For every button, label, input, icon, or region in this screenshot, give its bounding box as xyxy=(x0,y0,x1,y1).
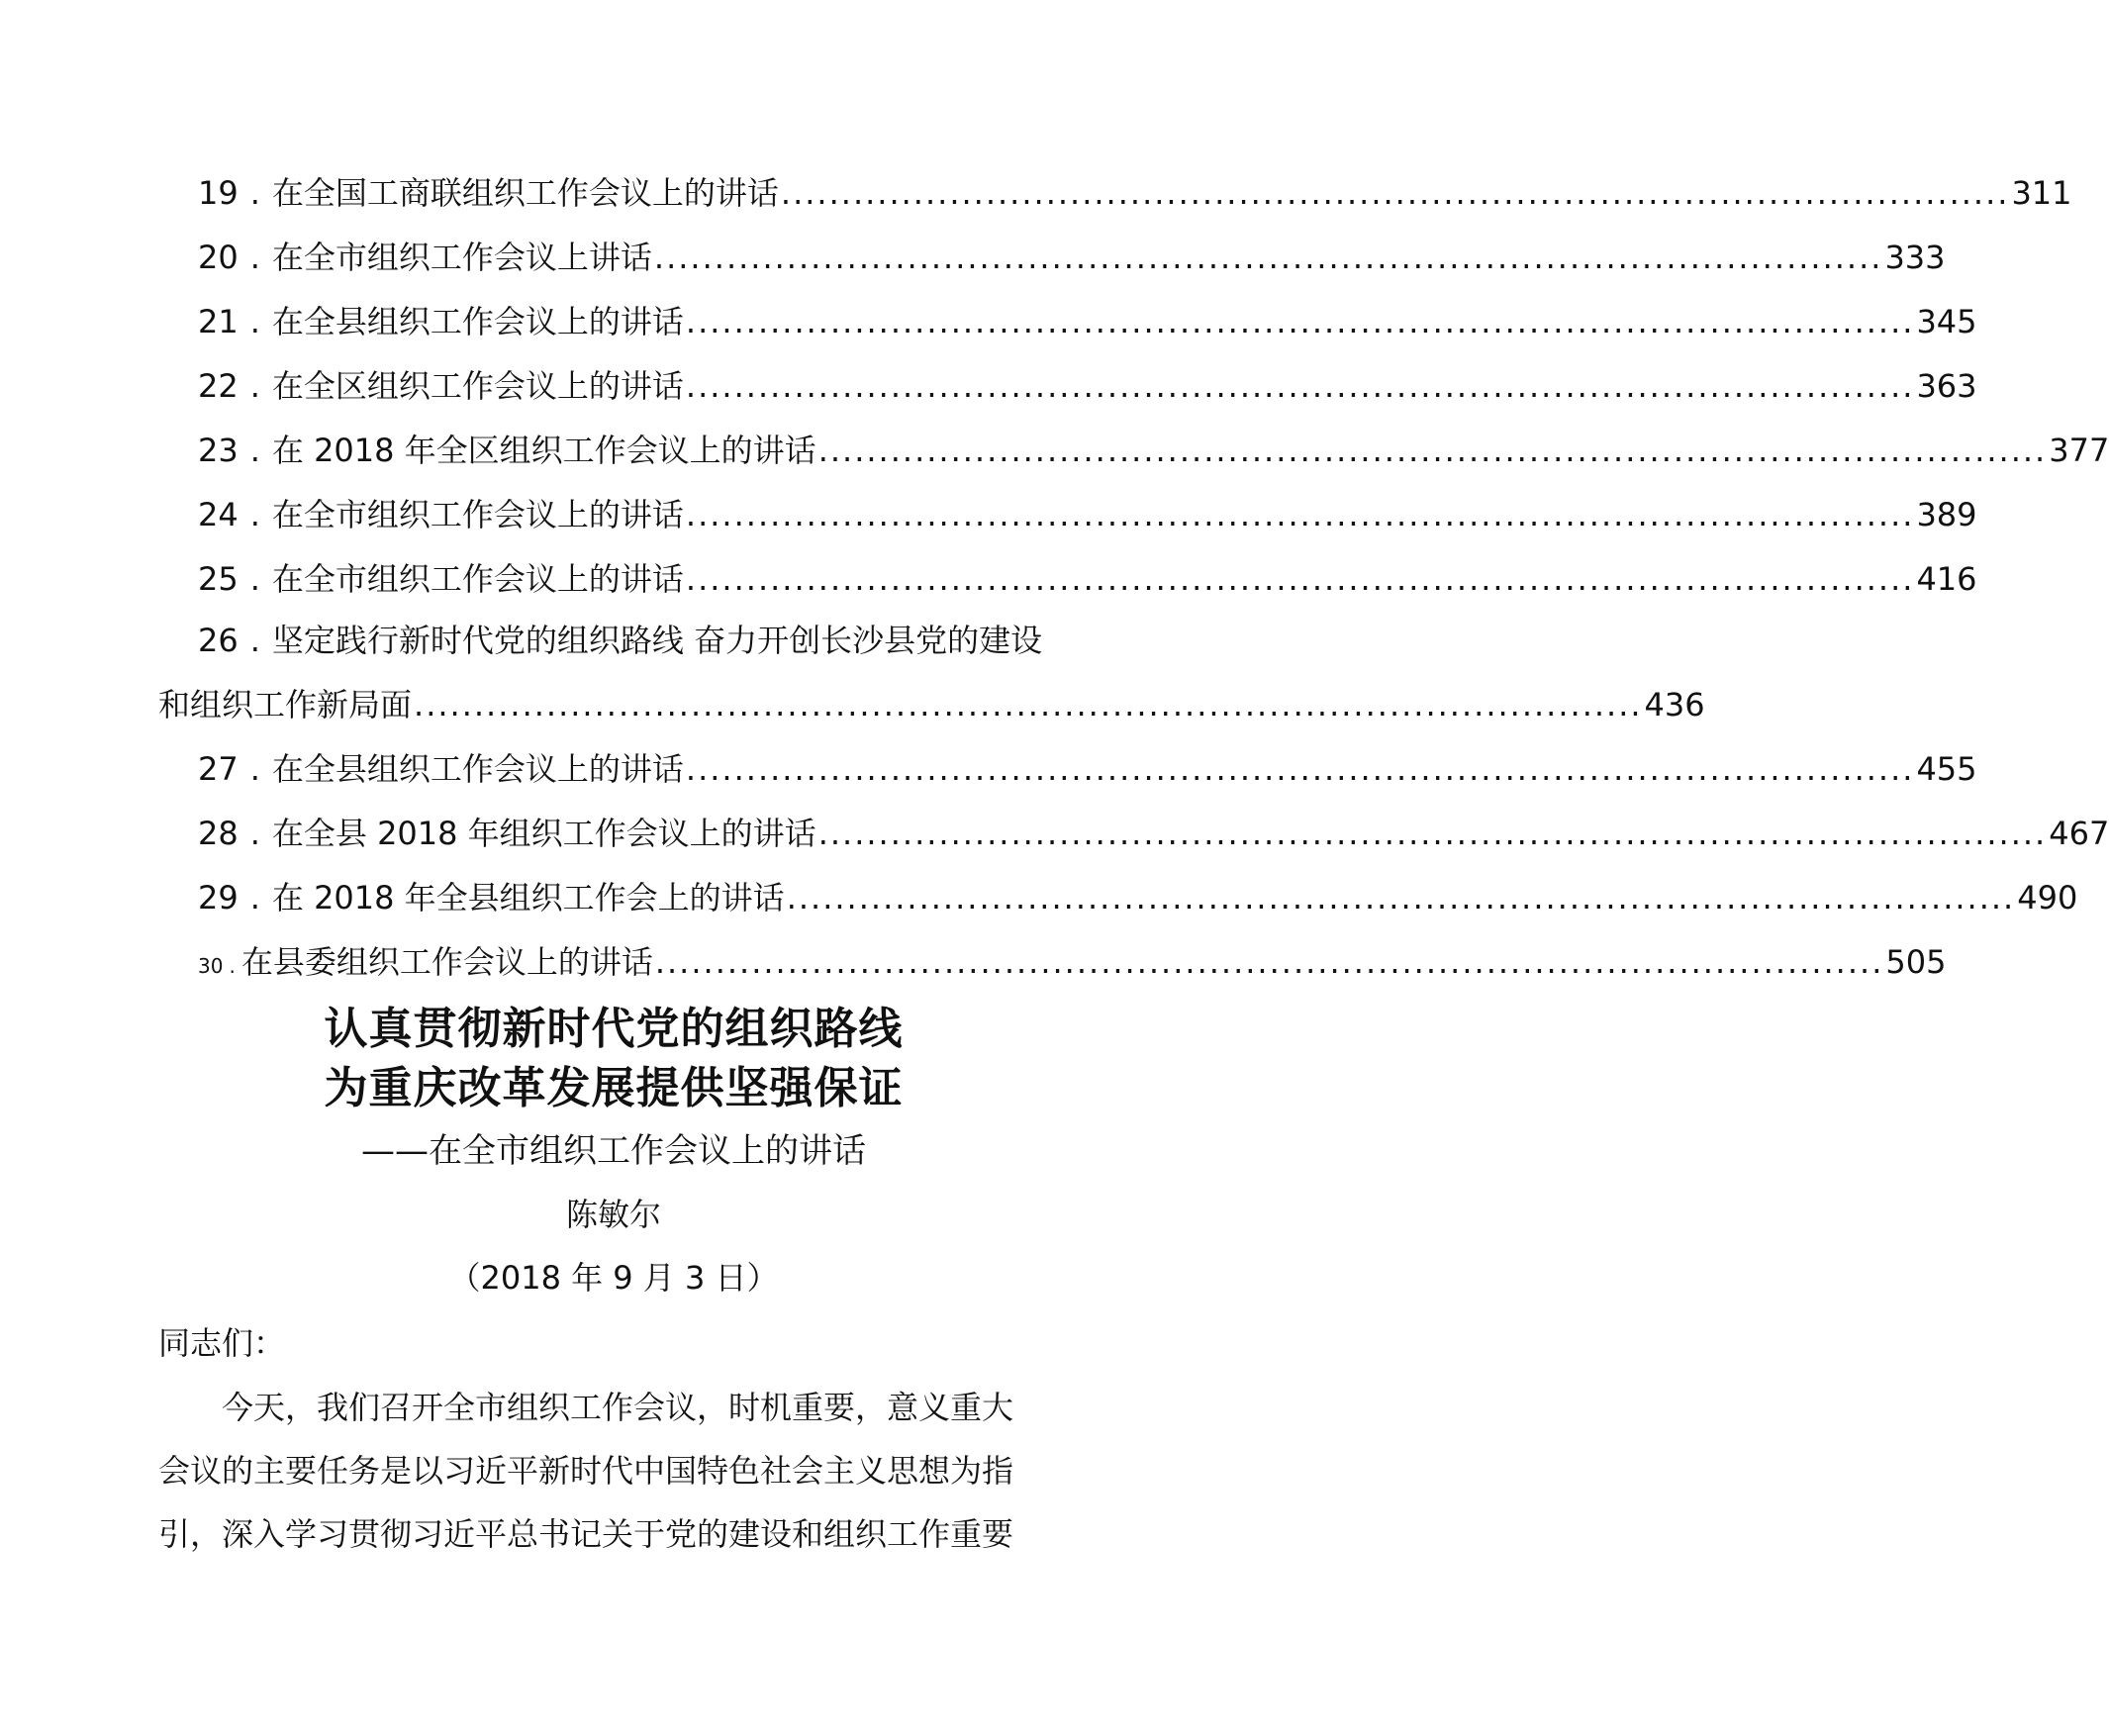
article-title-line1: 认真贯彻新时代党的组织路线 xyxy=(324,1004,904,1054)
toc-number: 20 xyxy=(198,239,239,276)
toc-title: 在 2018 年全县组织工作会上的讲话 xyxy=(271,879,785,916)
paragraph-line: 今天，我们召开全市组织工作会议，时机重要，意义重大 xyxy=(222,1389,1014,1426)
toc-number: 30 xyxy=(198,954,224,978)
toc-title: 在全市组织工作会议上讲话 xyxy=(271,239,652,276)
paragraph-line: 会议的主要任务是以习近平新时代中国特色社会主义思想为指 xyxy=(158,1452,1014,1490)
toc-leader: ...................................................................................................... xyxy=(685,367,1915,405)
toc-separator: . xyxy=(249,750,260,788)
toc-leader: ...................................................................................................... xyxy=(817,815,2048,852)
toc-leader: ...................................................................................................... xyxy=(817,432,2048,469)
toc-page-number: 467 xyxy=(2049,815,2109,852)
salutation: 同志们： xyxy=(158,1324,286,1362)
toc-leader: ...................................................................................................... xyxy=(653,239,1883,276)
article-date: （2018 年 9 月 3 日） xyxy=(448,1259,779,1297)
toc-separator: . xyxy=(229,954,236,978)
toc-number: 21 xyxy=(198,303,239,340)
toc-page-number: 363 xyxy=(1916,367,1977,405)
toc-leader: ...................................................................................................... xyxy=(685,560,1915,598)
toc-page-number: 490 xyxy=(2017,879,2078,916)
toc-number: 26 xyxy=(198,622,239,659)
toc-separator: . xyxy=(249,432,260,469)
toc-number: 24 xyxy=(198,496,239,533)
toc-title: 在全县组织工作会议上的讲话 xyxy=(271,303,684,340)
toc-leader: ...................................................................................................... xyxy=(780,174,2010,212)
toc-title: 在 2018 年全区组织工作会议上的讲话 xyxy=(271,432,816,469)
toc-page-number: 455 xyxy=(1916,750,1977,788)
toc-page-number: 389 xyxy=(1916,496,1977,533)
toc-separator: . xyxy=(249,367,260,405)
toc-leader: ...................................................................................................... xyxy=(654,943,1884,981)
toc-page-number: 505 xyxy=(1885,943,1947,981)
toc-entry[interactable] xyxy=(198,361,1977,411)
toc-entry[interactable] xyxy=(198,168,2072,218)
toc-separator: . xyxy=(249,560,260,598)
toc-entry-wrapped-continuation[interactable] xyxy=(158,680,1705,729)
toc-separator: . xyxy=(249,815,260,852)
toc-page-number: 436 xyxy=(1644,686,1705,723)
paragraph-line: 引，深入学习贯彻习近平总书记关于党的建设和组织工作重要 xyxy=(158,1515,1014,1553)
toc-entry[interactable] xyxy=(198,744,1977,794)
toc-separator: . xyxy=(249,496,260,533)
toc-title-continuation: 和组织工作新局面 xyxy=(158,686,413,723)
toc-entry[interactable] xyxy=(198,490,1977,539)
toc-number: 25 xyxy=(198,560,239,598)
toc-title: 在全市组织工作会议上的讲话 xyxy=(271,496,684,533)
toc-number: 19 xyxy=(198,174,239,212)
toc-page-number: 333 xyxy=(1884,239,1946,276)
toc-title: 在全市组织工作会议上的讲话 xyxy=(271,560,684,598)
toc-entry[interactable] xyxy=(198,554,1977,604)
toc-entry[interactable] xyxy=(198,233,1946,282)
toc-title: 在县委组织工作会议上的讲话 xyxy=(240,943,653,981)
article-heading xyxy=(0,1000,1227,1302)
toc-number: 27 xyxy=(198,750,239,788)
toc-title: 在全国工商联组织工作会议上的讲话 xyxy=(271,174,779,212)
toc-entry[interactable] xyxy=(198,426,2109,475)
toc-number: 23 xyxy=(198,432,239,469)
toc-separator: . xyxy=(249,239,260,276)
article-author: 陈敏尔 xyxy=(565,1196,661,1233)
toc-number: 29 xyxy=(198,879,239,916)
toc-separator: . xyxy=(249,174,260,212)
toc-leader: ...................................................................................................... xyxy=(786,879,2016,916)
toc-title: 坚定践行新时代党的组织路线 奋力开创长沙县党的建设 xyxy=(271,622,1043,659)
toc-page-number: 345 xyxy=(1916,303,1977,340)
toc-page-number: 311 xyxy=(2011,174,2072,212)
toc-number: 22 xyxy=(198,367,239,405)
toc-separator: . xyxy=(249,622,260,659)
toc-leader: ...................................................................................................... xyxy=(685,303,1915,340)
toc-separator: . xyxy=(249,879,260,916)
toc-title: 在全区组织工作会议上的讲话 xyxy=(271,367,684,405)
toc-entry[interactable] xyxy=(198,809,2109,858)
toc-entry[interactable] xyxy=(198,873,2078,922)
toc-entry[interactable] xyxy=(198,297,1977,346)
article-body xyxy=(158,1376,1084,1566)
article-title-line2: 为重庆改革发展提供坚强保证 xyxy=(324,1063,904,1113)
toc-leader: ...................................................................................................... xyxy=(414,686,1643,723)
toc-separator: . xyxy=(249,303,260,340)
toc-entry-wrapped[interactable] xyxy=(198,616,1042,665)
toc-title: 在全县组织工作会议上的讲话 xyxy=(271,750,684,788)
article-subtitle: ——在全市组织工作会议上的讲话 xyxy=(361,1131,866,1171)
toc-entry[interactable] xyxy=(198,937,1947,987)
toc-leader: ...................................................................................................... xyxy=(685,750,1915,788)
toc-page-number: 377 xyxy=(2049,432,2109,469)
toc-leader: ...................................................................................................... xyxy=(685,496,1915,533)
toc-number: 28 xyxy=(198,815,239,852)
toc-page-number: 416 xyxy=(1916,560,1977,598)
toc-title: 在全县 2018 年组织工作会议上的讲话 xyxy=(271,815,816,852)
